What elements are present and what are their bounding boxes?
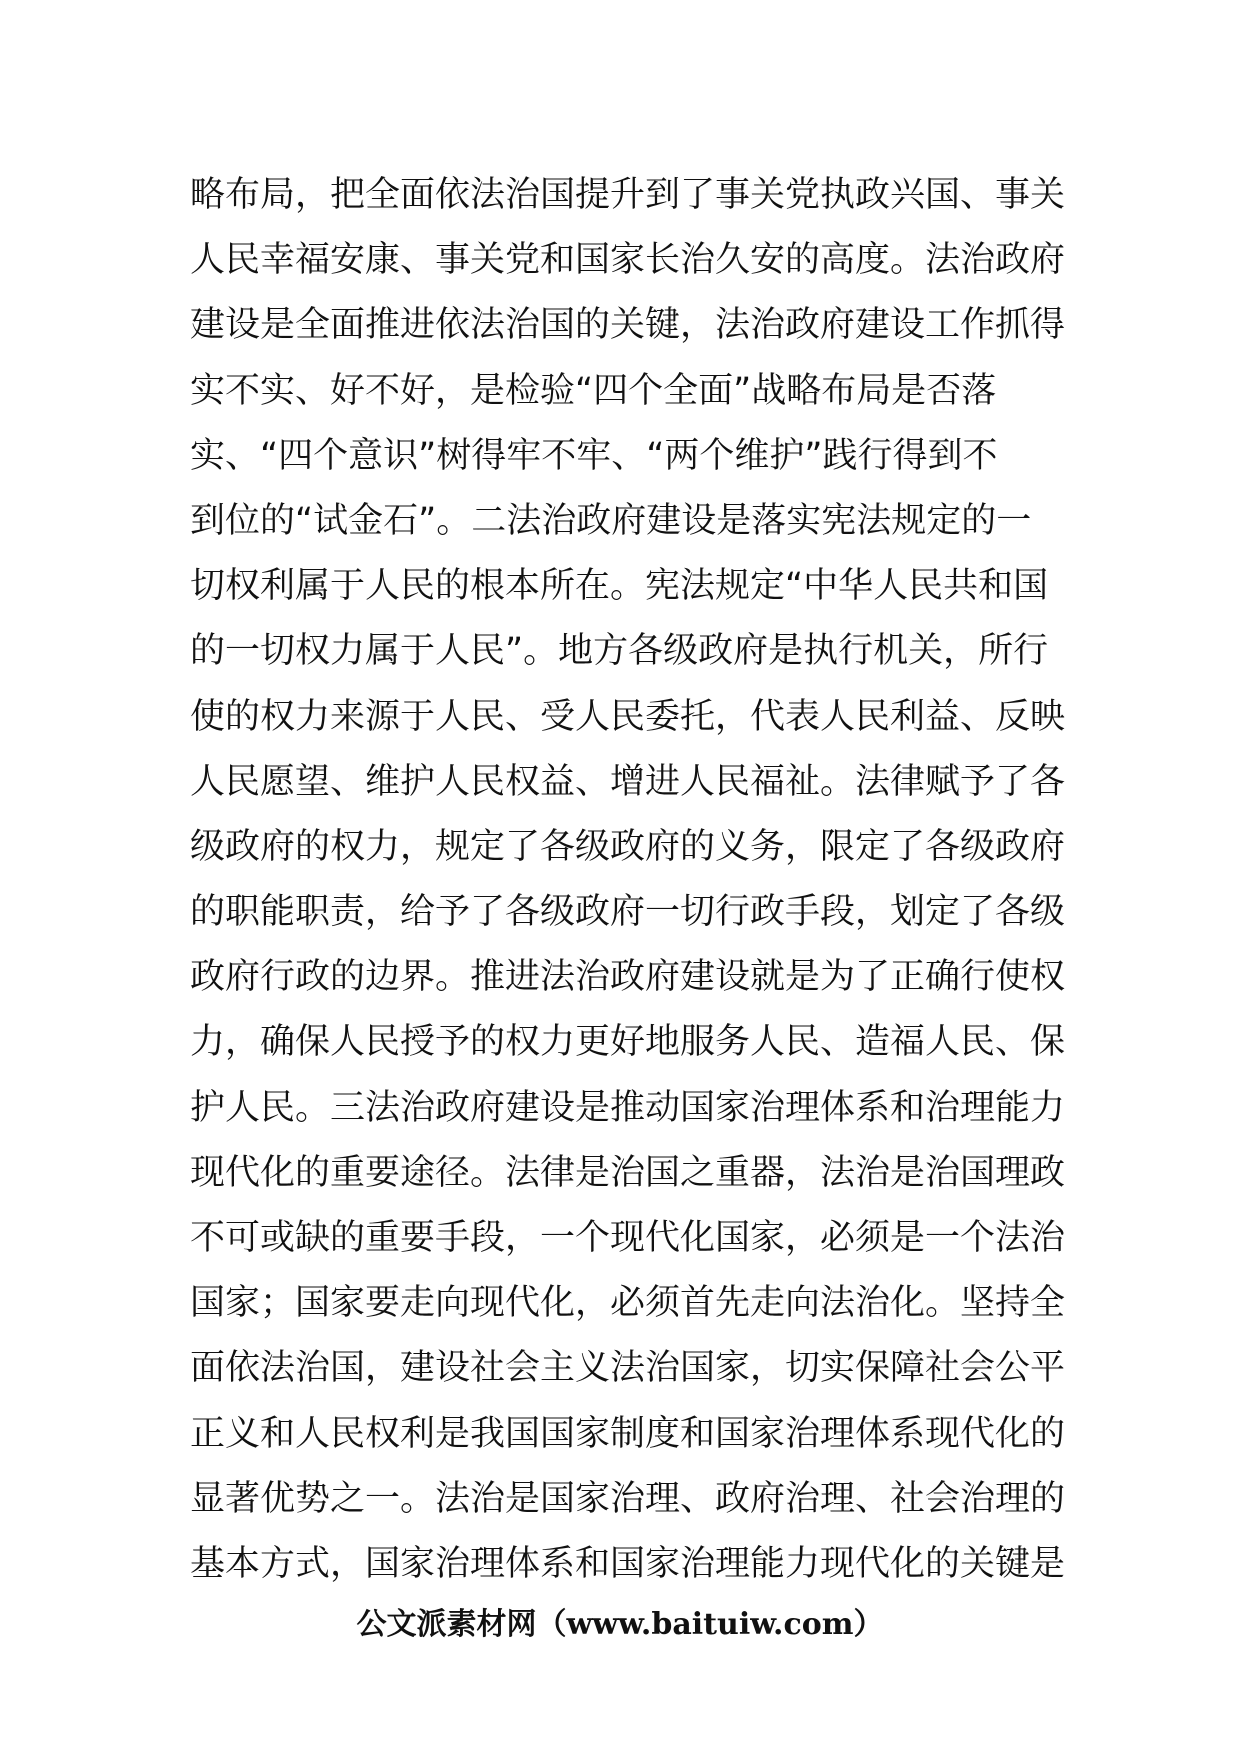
text-line: 人民愿望、维护人民权益、增进人民福祉。法律赋予了各 xyxy=(190,761,1066,802)
text-line: 显著优势之一。法治是国家治理、政府治理、社会治理的 xyxy=(190,1478,1066,1519)
text-line: 国家；国家要走向现代化，必须首先走向法治化。坚持全 xyxy=(190,1283,1066,1324)
text-line: 的一切权力属于人民”。地方各级政府是执行机关，所行 xyxy=(190,631,1049,672)
text-line: 现代化的重要途径。法律是治国之重器，法治是治国理政 xyxy=(190,1152,1066,1193)
text-line: 护人民。三法治政府建设是推动国家治理体系和治理能力 xyxy=(190,1087,1066,1128)
page-footer: 公文派素材网（www.baituiw.com） xyxy=(356,1607,884,1642)
text-line: 的职能职责，给予了各级政府一切行政手段，划定了各级 xyxy=(190,892,1066,933)
text-line: 切权利属于人民的根本所在。宪法规定“中华人民共和国 xyxy=(190,566,1049,607)
text-line: 级政府的权力，规定了各级政府的义务，限定了各级政府 xyxy=(190,826,1066,867)
text-line: 正义和人民权利是我国国家制度和国家治理体系现代化的 xyxy=(190,1413,1066,1454)
text-line: 面依法治国，建设社会主义法治国家，切实保障社会公平 xyxy=(190,1348,1066,1389)
text-line: 到位的“试金石”。二法治政府建设是落实宪法规定的一 xyxy=(190,500,1032,541)
text-line: 人民幸福安康、事关党和国家长治久安的高度。法治政府 xyxy=(190,240,1066,281)
body-text xyxy=(190,163,1066,1597)
text-line: 基本方式，国家治理体系和国家治理能力现代化的关键是 xyxy=(190,1543,1066,1584)
text-line: 实、“四个意识”树得牢不牢、“两个维护”践行得到不 xyxy=(190,435,998,476)
text-line: 略布局，把全面依法治国提升到了事关党执政兴国、事关 xyxy=(190,175,1066,215)
text-line: 实不实、好不好，是检验“四个全面”战略布局是否落 xyxy=(190,370,997,411)
text-line: 建设是全面推进依法治国的关键，法治政府建设工作抓得 xyxy=(190,305,1066,346)
text-line: 不可或缺的重要手段，一个现代化国家，必须是一个法治 xyxy=(190,1218,1066,1258)
text-line: 力，确保人民授予的权力更好地服务人民、造福人民、保 xyxy=(190,1022,1066,1063)
text-line: 政府行政的边界。推进法治政府建设就是为了正确行使权 xyxy=(190,957,1066,998)
text-line: 使的权力来源于人民、受人民委托，代表人民利益、反映 xyxy=(190,696,1066,737)
